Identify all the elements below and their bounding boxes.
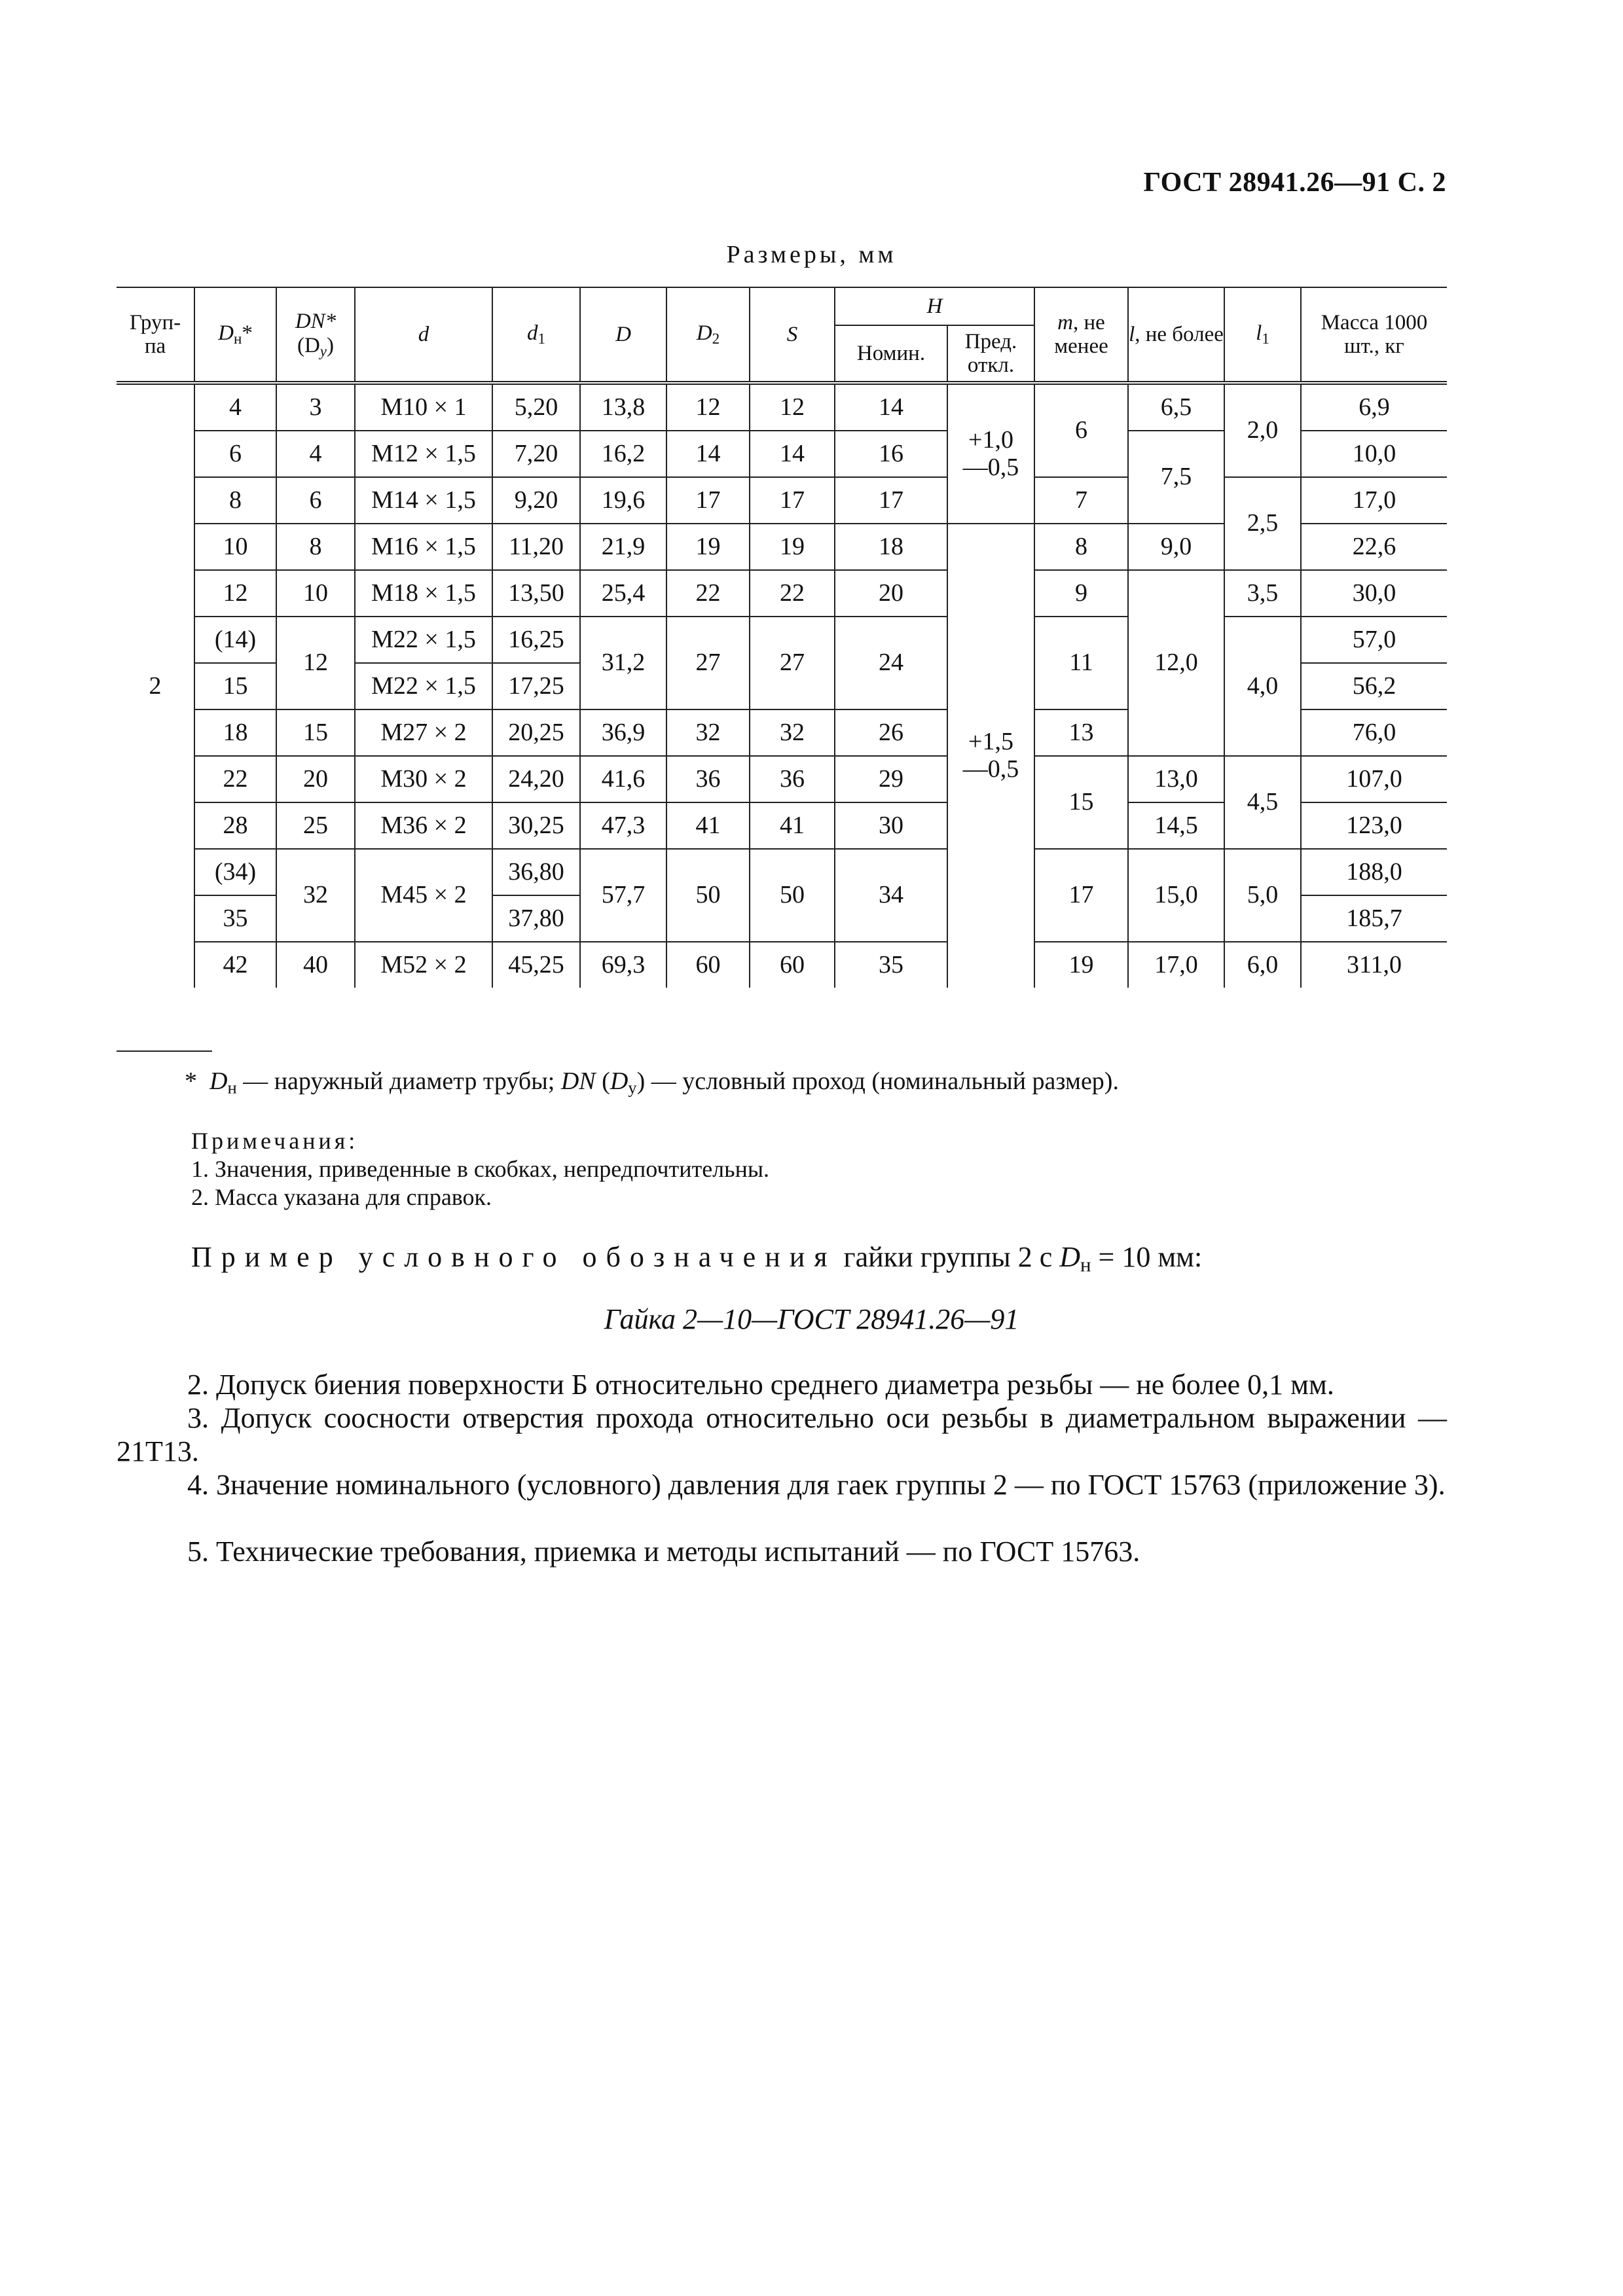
cell-D: 21,9 <box>580 524 666 570</box>
cell-l1: 2,5 <box>1224 477 1301 570</box>
cell-S: 41 <box>750 802 835 849</box>
cell-mass: 22,6 <box>1301 524 1447 570</box>
cell-D: 13,8 <box>580 383 666 431</box>
cell-dn: 10 <box>194 524 276 570</box>
cell-H: 35 <box>835 942 947 988</box>
cell-dn: 8 <box>194 477 276 524</box>
cell-S: 19 <box>750 524 835 570</box>
cell-D2: 17 <box>666 477 750 524</box>
cell-D: 31,2 <box>580 617 666 709</box>
cell-H: 20 <box>835 570 947 617</box>
cell-l: 13,0 <box>1128 756 1224 802</box>
header-d: d <box>355 287 492 383</box>
cell-S: 27 <box>750 617 835 709</box>
cell-mass: 107,0 <box>1301 756 1447 802</box>
cell-l: 7,5 <box>1128 431 1224 524</box>
note-item: 1. Значения, приведенные в скобках, непредпочтительны. <box>191 1156 770 1182</box>
cell-H: 34 <box>835 849 947 942</box>
cell-mass: 10,0 <box>1301 431 1447 477</box>
table-row <box>117 383 1447 431</box>
paragraph: 3. Допуск соосности отверстия прохода относительно оси резьбы в диаметральном выражении — 21Т13. <box>117 1402 1447 1467</box>
cell-DN: 20 <box>276 756 355 802</box>
cell-D2: 41 <box>666 802 750 849</box>
cell-D: 16,2 <box>580 431 666 477</box>
header-mass: Масса 1000 шт., кг <box>1301 287 1447 383</box>
cell-d1: 7,20 <box>492 431 580 477</box>
cell-d1: 37,80 <box>492 895 580 942</box>
cell-l: 15,0 <box>1128 849 1224 942</box>
cell-d: M30 × 2 <box>355 756 492 802</box>
table-caption: Размеры, мм <box>726 241 897 268</box>
cell-m: 19 <box>1034 942 1128 988</box>
cell-DN: 10 <box>276 570 355 617</box>
cell-S: 12 <box>750 383 835 431</box>
cell-D: 36,9 <box>580 709 666 756</box>
cell-DN: 8 <box>276 524 355 570</box>
cell-H-deviation: +1,5 —0,5 <box>947 524 1034 988</box>
cell-l1: 4,0 <box>1224 617 1301 756</box>
header-d1: $d_1$ <box>492 287 580 383</box>
cell-H: 30 <box>835 802 947 849</box>
cell-H: 17 <box>835 477 947 524</box>
header-H-nominal: Номин. <box>835 325 947 383</box>
cell-d1: 30,25 <box>492 802 580 849</box>
cell-D2: 27 <box>666 617 750 709</box>
cell-mass: 30,0 <box>1301 570 1447 617</box>
cell-DN: 25 <box>276 802 355 849</box>
cell-mass: 76,0 <box>1301 709 1447 756</box>
cell-mass: 6,9 <box>1301 383 1447 431</box>
cell-d: M14 × 1,5 <box>355 477 492 524</box>
cell-dn: 12 <box>194 570 276 617</box>
cell-d: M12 × 1,5 <box>355 431 492 477</box>
cell-l: 14,5 <box>1128 802 1224 849</box>
table-row <box>117 756 1447 802</box>
cell-m: 15 <box>1034 756 1128 849</box>
cell-S: 36 <box>750 756 835 802</box>
designation-code: Гайка 2—10—ГОСТ 28941.26—91 <box>604 1303 1019 1335</box>
cell-dn: 4 <box>194 383 276 431</box>
cell-mass: 17,0 <box>1301 477 1447 524</box>
cell-D2: 60 <box>666 942 750 988</box>
cell-S: 22 <box>750 570 835 617</box>
cell-d1: 17,25 <box>492 663 580 709</box>
cell-H: 26 <box>835 709 947 756</box>
cell-D2: 36 <box>666 756 750 802</box>
table-row <box>117 477 1447 524</box>
paragraph: 2. Допуск биения поверхности Б относительно среднего диаметра резьбы — не более 0,1 мм. <box>187 1369 1334 1401</box>
cell-d1: 9,20 <box>492 477 580 524</box>
paragraph: 4. Значение номинального (условного) давления для гаек группы 2 — по ГОСТ 15763 (приложение 3). <box>187 1469 1446 1501</box>
cell-d1: 45,25 <box>492 942 580 988</box>
footnote: * $D_н$ — наружный диаметр трубы; DN $(D_у)$ — условный проход (номинальный размер). <box>185 1067 1119 1098</box>
cell-S: 14 <box>750 431 835 477</box>
cell-dn: 42 <box>194 942 276 988</box>
cell-mass: 185,7 <box>1301 895 1447 942</box>
cell-D2: 19 <box>666 524 750 570</box>
cell-H-deviation: +1,0 —0,5 <box>947 383 1034 524</box>
cell-d: M10 × 1 <box>355 383 492 431</box>
cell-l: 6,5 <box>1128 383 1224 431</box>
cell-D: 41,6 <box>580 756 666 802</box>
cell-dn: (34) <box>194 849 276 895</box>
cell-H: 29 <box>835 756 947 802</box>
cell-D: 19,6 <box>580 477 666 524</box>
cell-S: 17 <box>750 477 835 524</box>
header-D2: $D_2$ <box>666 287 750 383</box>
header-H-deviation: Пред. откл. <box>947 325 1034 383</box>
cell-m: 7 <box>1034 477 1128 524</box>
notes-title: Примечания: <box>191 1128 359 1154</box>
cell-l1: 2,0 <box>1224 383 1301 477</box>
cell-d: M36 × 2 <box>355 802 492 849</box>
cell-d1: 20,25 <box>492 709 580 756</box>
cell-d: M16 × 1,5 <box>355 524 492 570</box>
header-H: H <box>835 287 1034 325</box>
cell-d1: 16,25 <box>492 617 580 663</box>
cell-D: 57,7 <box>580 849 666 942</box>
header-dn-nominal: DN* $(D_y)$ <box>276 287 355 383</box>
cell-mass: 123,0 <box>1301 802 1447 849</box>
cell-d: M22 × 1,5 <box>355 663 492 709</box>
cell-d1: 5,20 <box>492 383 580 431</box>
header-S: S <box>750 287 835 383</box>
cell-d: M45 × 2 <box>355 849 492 942</box>
table-row <box>117 942 1447 988</box>
footnote-rule <box>117 1050 212 1052</box>
designation-example: Пример условного обозначения гайки группы 2 с $D_н = 10$ мм: <box>191 1241 1203 1276</box>
cell-DN: 6 <box>276 477 355 524</box>
cell-l: 17,0 <box>1128 942 1224 988</box>
cell-d: M52 × 2 <box>355 942 492 988</box>
cell-dn: 35 <box>194 895 276 942</box>
cell-H: 24 <box>835 617 947 709</box>
note-item: 2. Масса указана для справок. <box>191 1184 492 1210</box>
cell-m: 11 <box>1034 617 1128 709</box>
cell-D2: 12 <box>666 383 750 431</box>
cell-l1: 6,0 <box>1224 942 1301 988</box>
header-l: l, не более <box>1128 287 1224 383</box>
cell-l: 12,0 <box>1128 570 1224 756</box>
cell-D: 25,4 <box>580 570 666 617</box>
cell-dn: (14) <box>194 617 276 663</box>
header-group: Груп- па <box>117 287 194 383</box>
cell-dn: 15 <box>194 663 276 709</box>
cell-D2: 32 <box>666 709 750 756</box>
cell-mass: 311,0 <box>1301 942 1447 988</box>
cell-mass: 57,0 <box>1301 617 1447 663</box>
cell-H: 18 <box>835 524 947 570</box>
cell-S: 50 <box>750 849 835 942</box>
cell-D: 47,3 <box>580 802 666 849</box>
cell-m: 17 <box>1034 849 1128 942</box>
table-row <box>117 570 1447 617</box>
cell-l1: 4,5 <box>1224 756 1301 849</box>
cell-m: 13 <box>1034 709 1128 756</box>
cell-S: 60 <box>750 942 835 988</box>
cell-mass: 188,0 <box>1301 849 1447 895</box>
cell-DN: 15 <box>276 709 355 756</box>
cell-m: 6 <box>1034 383 1128 477</box>
cell-dn: 22 <box>194 756 276 802</box>
cell-d1: 24,20 <box>492 756 580 802</box>
cell-H: 16 <box>835 431 947 477</box>
cell-m: 9 <box>1034 570 1128 617</box>
cell-d: M22 × 1,5 <box>355 617 492 663</box>
header-D: D <box>580 287 666 383</box>
cell-d: M27 × 2 <box>355 709 492 756</box>
cell-l1: 3,5 <box>1224 570 1301 617</box>
cell-DN: 4 <box>276 431 355 477</box>
cell-group: 2 <box>117 383 194 988</box>
cell-l1: 5,0 <box>1224 849 1301 942</box>
cell-mass: 56,2 <box>1301 663 1447 709</box>
cell-DN: 40 <box>276 942 355 988</box>
cell-d1: 13,50 <box>492 570 580 617</box>
cell-H: 14 <box>835 383 947 431</box>
cell-dn: 6 <box>194 431 276 477</box>
cell-S: 32 <box>750 709 835 756</box>
header-dn-outer: $D_н*$ <box>194 287 276 383</box>
cell-m: 8 <box>1034 524 1128 570</box>
cell-d: M18 × 1,5 <box>355 570 492 617</box>
cell-D2: 22 <box>666 570 750 617</box>
header-m: m, не менее <box>1034 287 1128 383</box>
cell-DN: 3 <box>276 383 355 431</box>
cell-dn: 18 <box>194 709 276 756</box>
paragraph: 5. Технические требования, приемка и методы испытаний — по ГОСТ 15763. <box>187 1535 1140 1568</box>
cell-dn: 28 <box>194 802 276 849</box>
cell-l: 9,0 <box>1128 524 1224 570</box>
header-l1: $l_1$ <box>1224 287 1301 383</box>
dimensions-table <box>117 287 1447 988</box>
cell-D2: 50 <box>666 849 750 942</box>
cell-d1: 36,80 <box>492 849 580 895</box>
cell-D: 69,3 <box>580 942 666 988</box>
table-row <box>117 617 1447 663</box>
page-header: ГОСТ 28941.26—91 С. 2 <box>1143 168 1446 198</box>
cell-DN: 12 <box>276 617 355 709</box>
cell-d1: 11,20 <box>492 524 580 570</box>
table-row <box>117 849 1447 895</box>
cell-D2: 14 <box>666 431 750 477</box>
cell-DN: 32 <box>276 849 355 942</box>
